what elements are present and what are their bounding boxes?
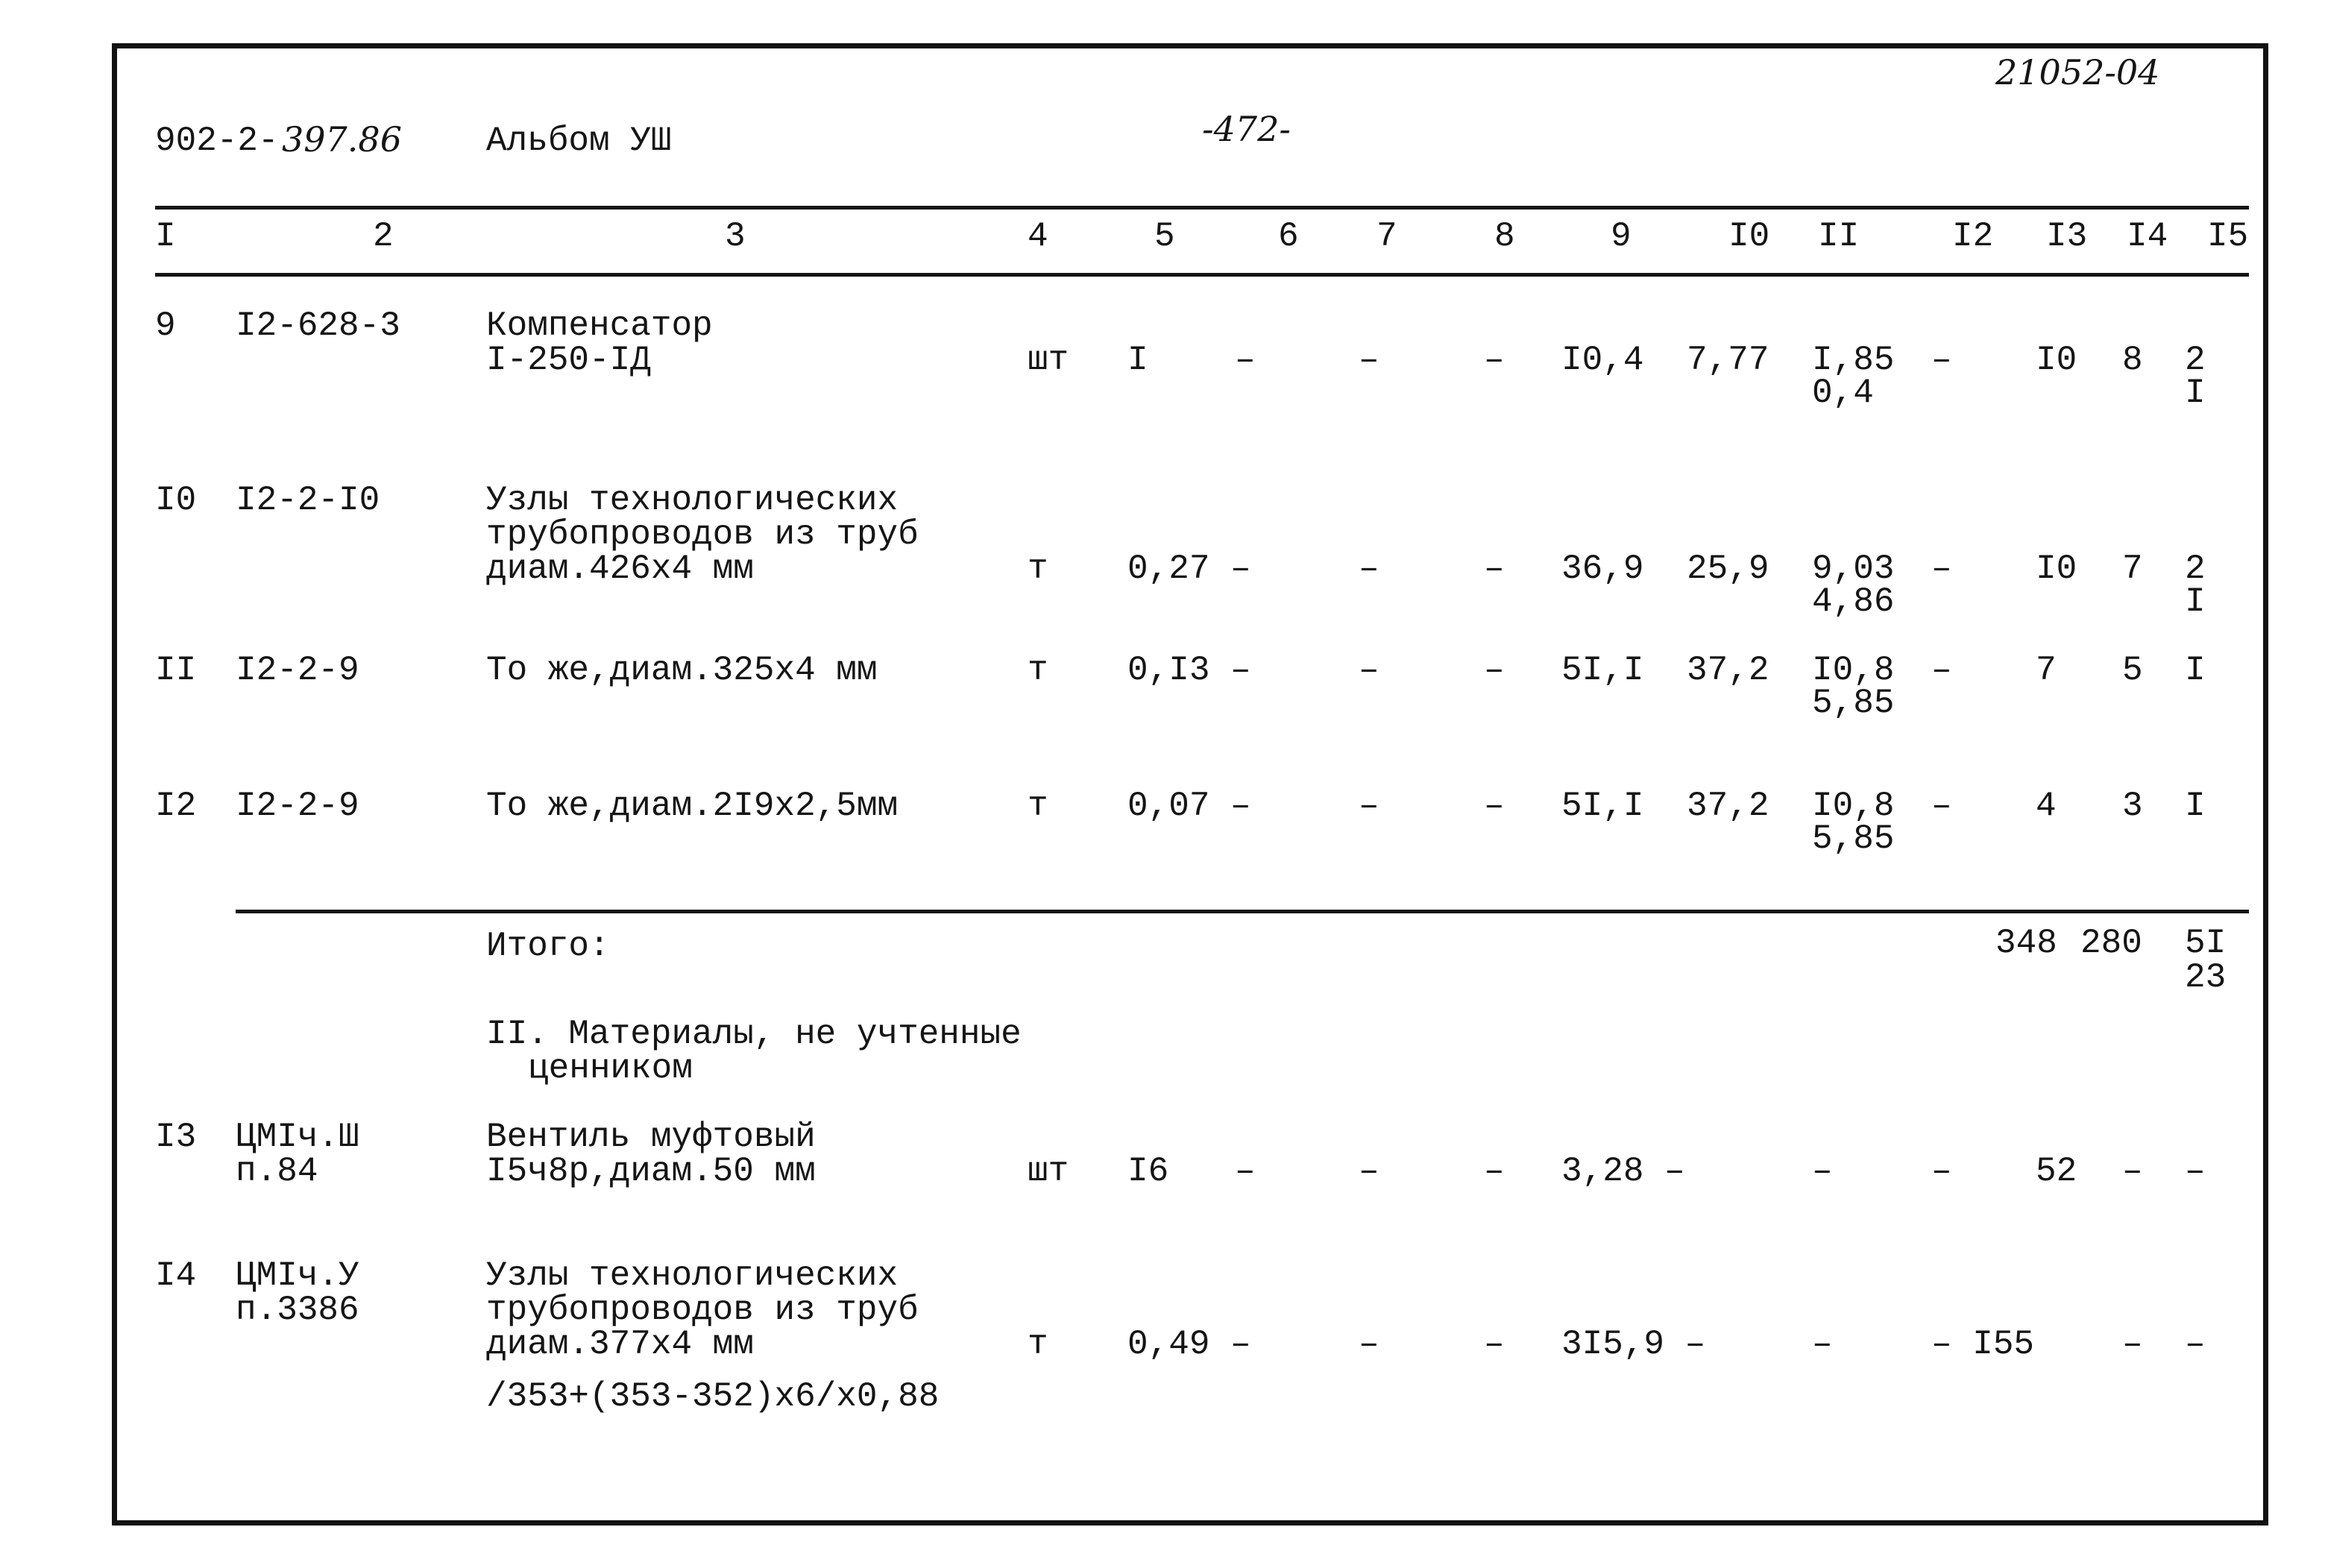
row-5-col9: 3,28 – (1561, 1152, 1685, 1191)
column-number-12: I2 (1952, 217, 1994, 256)
row-4-col9: 5I,I (1561, 787, 1644, 825)
row-6-col15-line1: – (2185, 1325, 2206, 1364)
row-2-col7: – (1359, 550, 1379, 588)
column-number-8: 8 (1494, 217, 1515, 256)
row-1-col15-line2: I (2185, 374, 2206, 412)
series-prefix: 902-2- (155, 122, 279, 160)
row-3-unit: т (1028, 651, 1048, 690)
row-3-col12: – (1931, 651, 1952, 690)
column-number-13: I3 (2046, 217, 2088, 256)
section-title-line2: ценником (528, 1049, 693, 1088)
row-2-desc-line1: Узлы технологических (486, 481, 899, 520)
column-number-11: II (1818, 217, 1860, 256)
row-5-unit: шт (1028, 1152, 1069, 1191)
row-5-desc-line2: I5ч8р,диам.50 мм (486, 1152, 816, 1191)
row-4-col12: – (1931, 787, 1952, 825)
row-6-desc-line2: трубопроводов из труб (486, 1291, 919, 1329)
row-5-col12: – (1931, 1152, 1952, 1191)
row-3-col13: 7 (2036, 651, 2057, 690)
row-1-number: 9 (155, 306, 176, 345)
row-6-col8: – (1484, 1325, 1505, 1364)
row-1-col14: 8 (2122, 341, 2143, 380)
row-2-number: I0 (155, 481, 197, 520)
row-4-number: I2 (155, 787, 197, 825)
row-5-qty: I6 (1127, 1152, 1169, 1191)
row-2-unit: т (1028, 550, 1048, 588)
row-5-desc-line1: Вентиль муфтовый (486, 1118, 816, 1156)
totals-col15-line2: 23 (2185, 958, 2227, 997)
row-3-col14: 5 (2122, 651, 2143, 690)
row-4-col15-line1: I (2185, 787, 2206, 825)
row-6-col11-line1: – (1812, 1325, 1833, 1364)
row-2-code-line1: I2-2-I0 (236, 481, 380, 520)
row-5-col7: – (1359, 1152, 1379, 1191)
page-number: -472- (1202, 109, 1291, 149)
row-6-desc-line1: Узлы технологических (486, 1256, 899, 1295)
row-4-col13: 4 (2036, 787, 2057, 825)
column-number-10: I0 (1728, 217, 1770, 256)
totals-col15-line1: 5I (2185, 924, 2227, 963)
row-1-col13: I0 (2036, 341, 2077, 380)
totals-col14: 280 (2080, 924, 2142, 963)
row-3-col9: 5I,I (1561, 651, 1644, 690)
column-number-5: 5 (1154, 217, 1175, 256)
row-4-col10: 37,2 (1687, 787, 1769, 825)
row-6-desc-line3: диам.377х4 мм (486, 1325, 754, 1364)
totals-col13: 348 (1995, 924, 2057, 963)
row-6-code-line1: ЦМIч.У (236, 1256, 359, 1295)
series-handwritten: 397.86 (282, 119, 402, 160)
column-number-3: 3 (725, 217, 746, 256)
row-3-col8: – (1484, 651, 1505, 690)
row-1-col11-line1: I,85 (1812, 341, 1895, 380)
row-1-col7: – (1359, 341, 1379, 380)
row-2-col8: – (1484, 550, 1505, 588)
row-2-desc-line3: диам.426х4 мм (486, 550, 754, 588)
row-2-col15-line1: 2 (2185, 550, 2206, 588)
row-2-qty: 0,27 – (1127, 550, 1251, 588)
row-6-col7: – (1359, 1325, 1379, 1364)
row-5-col15-line1: – (2185, 1152, 2206, 1191)
row-3-col15-line1: I (2185, 651, 2206, 690)
column-number-1: I (155, 217, 176, 256)
row-4-col7: – (1359, 787, 1379, 825)
row-5-col6: – (1235, 1152, 1256, 1191)
row-5-number: I3 (155, 1118, 197, 1156)
row-6-col12: – I55 (1931, 1325, 2035, 1364)
row-1-desc-line2: I-250-IД (486, 341, 651, 380)
row-2-col15-line2: I (2185, 582, 2206, 621)
column-number-7: 7 (1377, 217, 1397, 256)
row-2-col13: I0 (2036, 550, 2077, 588)
row-5-col13: 52 (2036, 1152, 2077, 1191)
row-4-col8: – (1484, 787, 1505, 825)
header-top-rule (155, 206, 2249, 210)
row-2-col12: – (1931, 550, 1952, 588)
totals-rule (236, 910, 2249, 913)
row-1-unit: шт (1028, 341, 1069, 380)
row-1-col11-line2: 0,4 (1812, 374, 1874, 412)
row-4-col11-line2: 5,85 (1812, 819, 1895, 858)
row-2-desc-line2: трубопроводов из труб (486, 515, 919, 554)
column-number-15: I5 (2207, 217, 2249, 256)
column-number-6: 6 (1278, 217, 1299, 256)
row-1-col12: – (1931, 341, 1952, 380)
album-title: Альбом УШ (486, 122, 672, 160)
row-3-qty: 0,I3 – (1127, 651, 1251, 690)
row-1-code-line1: I2-628-3 (236, 306, 400, 345)
row-2-col11-line2: 4,86 (1812, 582, 1895, 621)
archive-number: 21052-04 (1995, 52, 2160, 92)
row-6-unit: т (1028, 1325, 1048, 1364)
row-4-code-line1: I2-2-9 (236, 787, 359, 825)
row-1-col6: – (1235, 341, 1256, 380)
totals-label: Итого: (486, 927, 610, 966)
row-5-col14: – (2122, 1152, 2143, 1191)
row-3-col11-line1: I0,8 (1812, 651, 1895, 690)
row-3-col10: 37,2 (1687, 651, 1769, 690)
row-1-qty: I (1127, 341, 1148, 380)
column-number-2: 2 (373, 217, 394, 256)
header-bottom-rule (155, 273, 2249, 277)
row-4-col14: 3 (2122, 787, 2143, 825)
column-number-4: 4 (1028, 217, 1048, 256)
row-3-desc-line1: То же,диам.325х4 мм (486, 651, 878, 690)
row-1-desc-line1: Компенсатор (486, 306, 713, 345)
row-2-col9: 36,9 (1561, 550, 1644, 588)
row-4-desc-line1: То же,диам.2I9х2,5мм (486, 787, 899, 825)
row-6-qty: 0,49 – (1127, 1325, 1251, 1364)
row-3-col11-line2: 5,85 (1812, 684, 1895, 722)
column-number-9: 9 (1611, 217, 1632, 256)
row-3-col7: – (1359, 651, 1379, 690)
row-4-col11-line1: I0,8 (1812, 787, 1895, 825)
formula-line: /353+(353-352)х6/х0,88 (486, 1377, 940, 1416)
row-1-col10: 7,77 (1687, 341, 1769, 380)
row-2-col10: 25,9 (1687, 550, 1769, 588)
row-5-col8: – (1484, 1152, 1505, 1191)
row-2-col11-line1: 9,03 (1812, 550, 1895, 588)
row-5-code-line2: п.84 (236, 1152, 318, 1191)
row-6-number: I4 (155, 1256, 197, 1295)
row-4-qty: 0,07 – (1127, 787, 1251, 825)
row-1-col9: I0,4 (1561, 341, 1644, 380)
row-6-col14: – (2122, 1325, 2143, 1364)
row-3-code-line1: I2-2-9 (236, 651, 359, 690)
row-6-code-line2: п.3386 (236, 1291, 359, 1329)
row-6-col9: 3I5,9 – (1561, 1325, 1706, 1364)
row-5-col11-line1: – (1812, 1152, 1833, 1191)
row-2-col14: 7 (2122, 550, 2143, 588)
row-1-col15-line1: 2 (2185, 341, 2206, 380)
page-frame (112, 43, 2268, 1526)
column-number-14: I4 (2127, 217, 2168, 256)
row-3-number: II (155, 651, 197, 690)
row-5-code-line1: ЦМIч.Ш (236, 1118, 359, 1156)
row-1-col8: – (1484, 341, 1505, 380)
row-4-unit: т (1028, 787, 1048, 825)
section-title-line1: II. Материалы, не учтенные (486, 1015, 1022, 1054)
